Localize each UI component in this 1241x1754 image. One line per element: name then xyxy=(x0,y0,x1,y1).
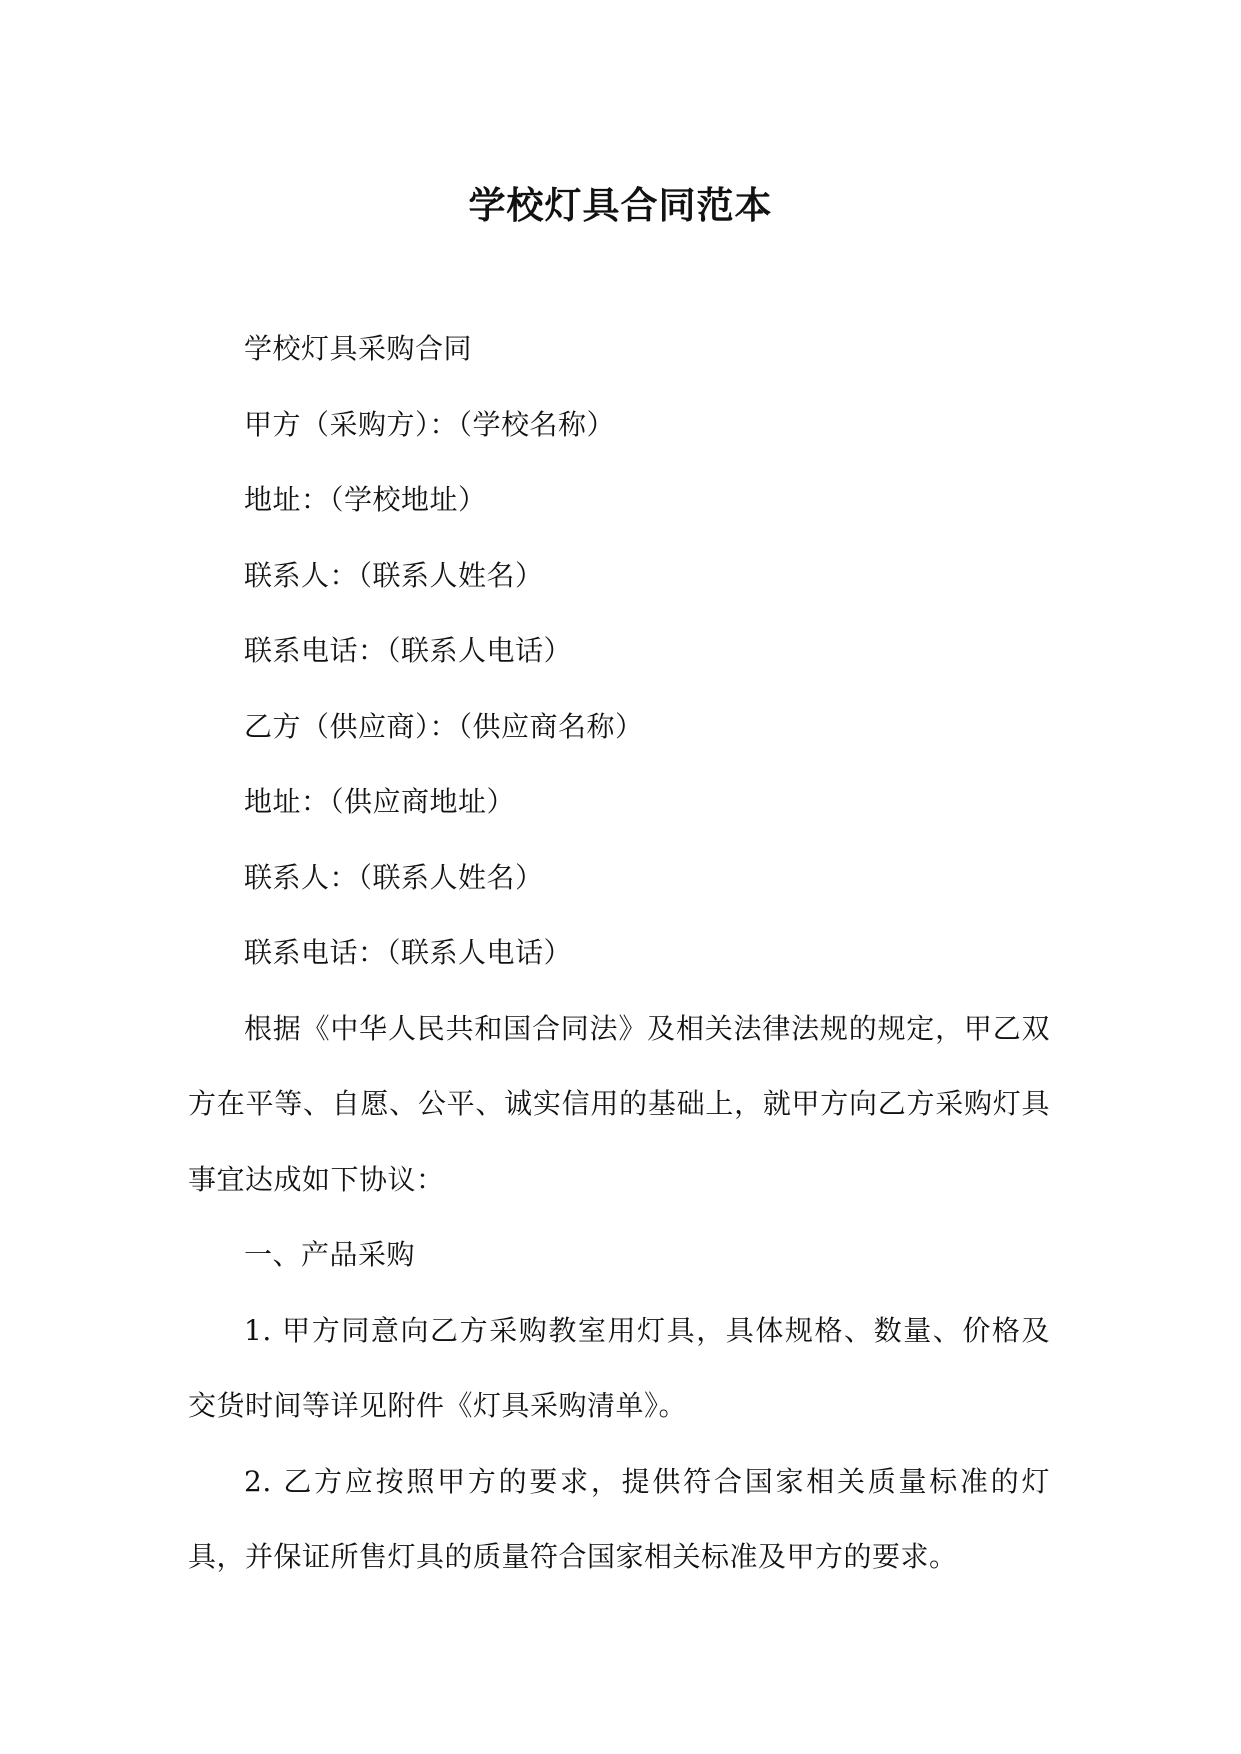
clause-1-1: 1. 甲方同意向乙方采购教室用灯具，具体规格、数量、价格及交货时间等详见附件《灯具采购清单》。 xyxy=(188,1313,1050,1422)
party-a-phone: 联系电话：（联系人电话） xyxy=(244,634,573,667)
party-b-contact: 联系人：（联系人姓名） xyxy=(244,860,544,894)
clause-1-2: 2. 乙方应按照甲方的要求，提供符合国家相关质量标准的灯具，并保证所售灯具的质量符合国家相关标准及甲方的要求。 xyxy=(188,1464,1050,1573)
contract-heading: 学校灯具采购合同 xyxy=(244,332,473,365)
party-b-address: 地址：（供应商地址） xyxy=(244,785,516,818)
party-b-phone: 联系电话：（联系人电话） xyxy=(244,936,573,969)
party-b-name: 乙方（供应商）：（供应商名称） xyxy=(244,709,644,743)
document-body xyxy=(188,311,1050,1595)
section-heading-1: 一、产品采购 xyxy=(244,1238,416,1271)
party-a-contact: 联系人：（联系人姓名） xyxy=(244,558,544,592)
party-a-name: 甲方（采购方）：（学校名称） xyxy=(244,407,616,441)
document-title: 学校灯具合同范本 xyxy=(468,183,773,227)
party-a-address: 地址：（学校地址） xyxy=(244,483,487,516)
preamble-paragraph: 根据《中华人民共和国合同法》及相关法律法规的规定，甲乙双方在平等、自愿、公平、诚实信用的基础上，就甲方向乙方采购灯具事宜达成如下协议： xyxy=(188,1011,1050,1196)
